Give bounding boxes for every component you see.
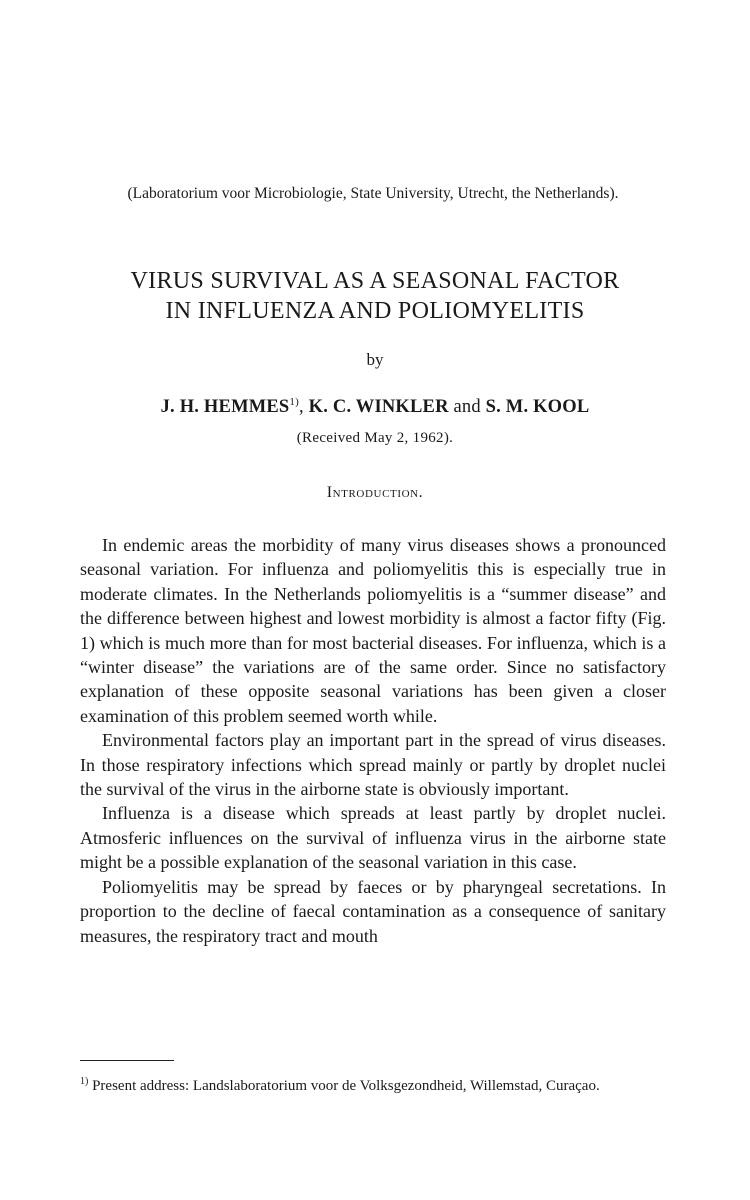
authors-line bbox=[0, 396, 750, 418]
footnote-rule bbox=[80, 1060, 174, 1061]
author-1: J. H. HEMMES bbox=[160, 397, 290, 418]
paragraph: Environmental factors play an important part in the spread of virus diseases. In those respiratory infections which spread mainly or partly by droplet nuclei the survival of the virus in the airborne state is obviously important. bbox=[80, 730, 666, 800]
author-separator: , bbox=[299, 397, 309, 418]
title-line-2: IN INFLUENZA AND POLIOMYELITIS bbox=[165, 298, 585, 324]
footnote bbox=[80, 1071, 666, 1097]
paper-title bbox=[60, 266, 690, 326]
footnote-text: Present address: Landslaboratorium voor de Volksgezondheid, Willemstad, Curaçao. bbox=[88, 1078, 600, 1094]
footnote-mark: 1) bbox=[80, 1076, 89, 1087]
author-1-footnote-mark: 1) bbox=[289, 396, 299, 408]
by-line: by bbox=[366, 350, 384, 369]
section-heading: Introduction. bbox=[326, 484, 424, 501]
paragraph: In endemic areas the morbidity of many virus diseases shows a pronounced seasonal variation. For influenza and poliomyelitis this is especially true in moderate climates. In the Netherlands poliomyelitis is a “summer disease” and the difference between highest and lowest morbidity is almost a factor fifty (Fig. 1) which is much more than for most bacterial diseases. For influenza, which is a “winter disease” the variations are of the same order. Since no satisfactory explanation of these opposite seasonal variations has been given a closer examination of this problem seemed worth while. bbox=[80, 535, 666, 726]
body-text bbox=[80, 533, 666, 948]
author-2: K. C. WINKLER bbox=[308, 397, 449, 418]
author-3: S. M. KOOL bbox=[485, 397, 590, 418]
paragraph: Poliomyelitis may be spread by faeces or by pharyngeal secretations. In proportion to the decline of faecal contamination as a consequence of sanitary measures, the respiratory tract and mouth bbox=[80, 876, 666, 946]
affiliation: (Laboratorium voor Microbiologie, State University, Utrecht, the Netherlands). bbox=[127, 185, 619, 202]
title-line-1: VIRUS SURVIVAL AS A SEASONAL FACTOR bbox=[130, 268, 620, 294]
received-date: (Received May 2, 1962). bbox=[296, 430, 454, 446]
paragraph: Influenza is a disease which spreads at least partly by droplet nuclei. Atmosferic influences on the survival of influenza virus in the airborne state might be a possible explanation of the seasonal variation in this case. bbox=[80, 803, 666, 873]
author-and: and bbox=[448, 397, 486, 418]
